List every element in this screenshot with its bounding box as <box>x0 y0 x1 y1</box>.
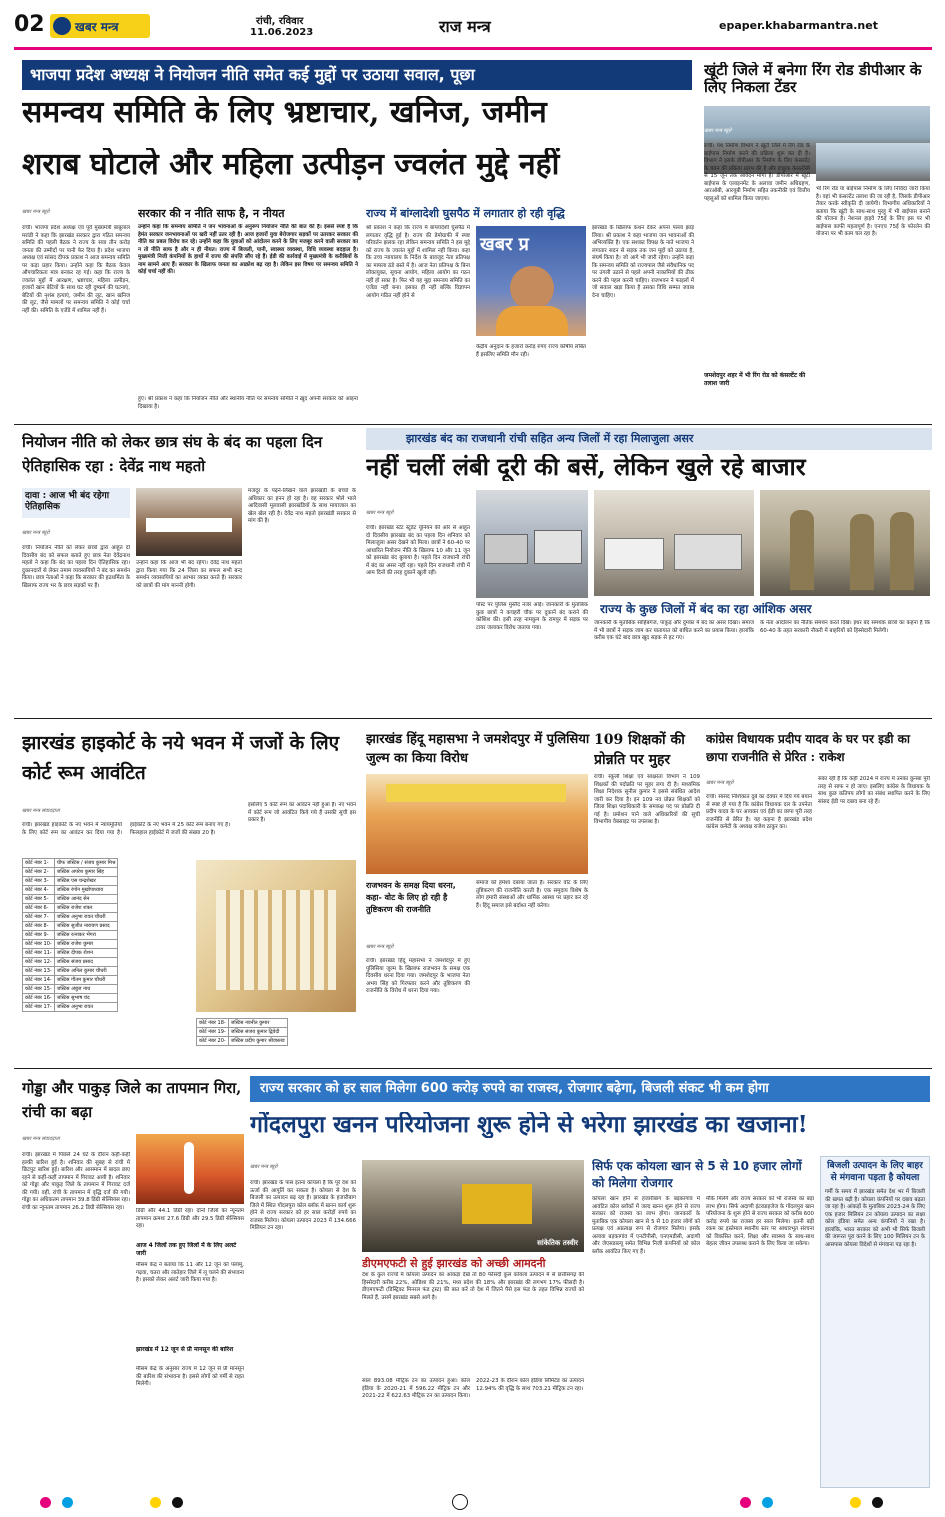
top-story-subhead: सरकार की न नीति साफ है, न नीयत <box>138 207 285 220</box>
court-room-row <box>23 922 118 931</box>
hindu-mahasabha-col2: समाज को हमेशा दबाया जाता है। सरकार वोट के लिए तुष्टिकरण की राजनीति करती है। एक समुदाय विशेष के लोग हमारी संस्थाओं और धार्मिक आस्था पर प्रहार कर रहे हैं। हिंदू समाज इसे बर्दाश्त नहीं करेगा। <box>476 880 588 909</box>
court-room-row <box>197 1019 288 1028</box>
hindu-mahasabha-headline: झारखंड हिंदू महासभा ने जमशेदपुर में पुलिसिया जुल्म का किया विरोध <box>366 732 590 766</box>
court-room-table-2 <box>196 1018 288 1046</box>
divider-1 <box>14 424 932 425</box>
court-room-judge: चीफ जस्टिस / संजय कुमार मिश्र <box>54 859 118 868</box>
weather-sub1: आज 4 जिलों तक हुए जिलों में के लिए अलर्ट जारी <box>136 1242 237 1257</box>
power-box <box>820 1156 930 1488</box>
registration-dot <box>740 1497 751 1508</box>
brand-logo-icon <box>53 17 71 35</box>
court-room-judge: जस्टिस राजेश शंकर <box>54 904 118 913</box>
court-room-row <box>197 1028 288 1037</box>
court-room-table <box>22 858 118 1012</box>
student-union-callout <box>22 488 130 518</box>
student-union-headline: नियोजन नीति को लेकर छात्र संघ के बंद का पहला दिन ऐतिहासिक रहा : देवेंद्र नाथ महतो <box>22 433 323 475</box>
court-room-number: कोर्ट नंबर 9- <box>23 931 55 940</box>
section-name: राज मन्त्र <box>439 17 491 36</box>
bandh-col4: के नेता आंदोलन का नैतिक समर्थन करते दिखे। इधर बंद समर्थक छात्रों का कहना है कि 60-40 के तहत सरकारी नौकरी में बाहरियों को हिस्सेदारी मिलेगी। <box>760 620 930 634</box>
court-room-judge: जस्टिस रत्नाकर भेंगरा <box>54 931 118 940</box>
pradeep-yadav-headline: कांग्रेस विधायक प्रदीप यादव के घर पर इडी का छापा राजनीति से प्रेरित : राकेश <box>706 732 910 764</box>
coal-headline: गोंदलपुरा खनन परियोजना शुरू होने से भरेगा झारखंड का खजाना! <box>250 1112 808 1138</box>
court-room-judge: जस्टिस राजेश कुमार <box>54 940 118 949</box>
callout-text: दावा : आज भी बंद रहेगा ऐतिहासिक <box>25 491 110 512</box>
court-room-number: कोर्ट नंबर 14- <box>23 976 55 985</box>
court-room-row <box>23 931 118 940</box>
court-room-judge: जस्टिस गौतम कुमार चौधरी <box>54 976 118 985</box>
court-room-number: कोर्ट नंबर 7- <box>23 913 55 922</box>
court-room-number: कोर्ट नंबर 17- <box>23 1003 55 1012</box>
top-story-col3: हुए। श्री प्रकाश ने कहा कि नियोजन नीति और स्थानीय नीति पर समन्वय समिति ने ख़ुद अपनी सरकार को आइना दिखाया है। <box>138 396 358 410</box>
court-room-judge: जस्टिस अपरेश कुमार सिंह <box>54 868 118 877</box>
court-room-number: कोर्ट नंबर 12- <box>23 958 55 967</box>
bandh-byline: खबर मन्त्र ब्यूरो <box>366 510 394 516</box>
court-room-judge: जस्टिस आनंद सेन <box>54 895 118 904</box>
student-union-byline: खबर मन्त्र ब्यूरो <box>22 530 50 536</box>
court-room-judge: जस्टिस अनिल कुमार चौधरी <box>54 967 118 976</box>
court-room-row <box>23 877 118 886</box>
court-room-row <box>23 886 118 895</box>
court-room-row <box>23 967 118 976</box>
teachers-text: रांची। स्कूली शिक्षा एवं साक्षरता विभाग ने 109 शिक्षकों की पदोन्नति पर मुहर लगा दी है। माध्यमिक शिक्षा निदेशक सुनील कुमार ने इससे संबंधित आदेश जारी कर दिया है। इन 109 नव प्रोन्नत शिक्षकों को जिला शिक्षा पदाधिकारी के समकक्ष पद पर प्रोन्नति दी गई है। प्रमोशन पाने वाले अधिकारियों की सूची विभागीय वेबसाइट पर उपलब्ध है। <box>594 774 700 825</box>
police-figure <box>850 514 874 590</box>
police-figure <box>890 512 914 590</box>
city-day: रांची, रविवार <box>256 16 304 27</box>
person-silhouette <box>510 266 554 310</box>
court-room-number: कोर्ट नंबर 20- <box>197 1037 229 1046</box>
court-room-row <box>23 904 118 913</box>
masthead <box>14 10 932 46</box>
ring-road-byline: खबर मन्त्र ब्यूरो <box>704 128 732 134</box>
power-text: गर्मी के समय में झारखंड समेत देश भर में बिजली की खपत बढ़ी है। कोयला कंपनियों पर दबाव बढ़ता जा रहा है। आंकड़ों के मुताबिक 2023-24 के लिए एक हजार मिलियन टन कोयला उत्पादन का लक्ष्य कोल इंडिया समेत अन्य कंपनियों ने रखा है। हालांकि, भारत सरकार को अभी भी सिर्फ बिजली की जरूरत पूरा करने के लिए 100 मिलियन टन के आसपास कोयला विदेशों से मंगवाना पड़ रहा है। <box>825 1189 925 1248</box>
ring-road-subhead: जमशेदपुर शहर में भी रिंग रोड को कंसल्टेंट की तलाश जारी <box>704 372 806 387</box>
court-room-number: कोर्ट नंबर 11- <box>23 949 55 958</box>
high-court-text: रांची। झारखंड हाइकोर्ट के नए भवन में न्यायमूर्तियों के लिए कोर्ट रूम का आवंटन कर दिया गया है। हाईकोर्ट के नए भवन में 25 कोर्ट रूम बनाए गए हैं। फिलहाल हाईकोर्ट में जजों की संख्या 20 है। <box>22 822 230 836</box>
pradeep-yadav-col2: सका रही है कि कहीं 2024 में राज्य में उनका कुनबा पूरी तरह से साफ न हो जाए। इसलिए कांग्रेस के विधायक के साथ कुछ कतिपय लोगों का संबंध स्थापित करने के लिए सांसद ईडी पर दबाव बना रहे हैं। <box>818 776 930 805</box>
high-court-col3: इसलिए 5 कोर्ट रूम का आवंटन नहीं हुआ है। नए भवन में कोर्ट रूम जो आवंटित किये गये हैं उसकी सूची इस प्रकार है। <box>248 802 356 823</box>
court-room-row <box>197 1037 288 1046</box>
hindu-mahasabha-photo <box>366 774 588 874</box>
bus-shape <box>484 534 528 564</box>
bangladesh-photo <box>476 226 586 336</box>
pradeep-yadav-col1: रांची। सांसद निशिकांत दुबे का देवघर में दिये गये बयान से स्पष्ट हो गया है कि कांग्रेस विधायक दल के उपनेता प्रदीप यादव के घर आयकर एवं ईडी का छापा पूरी तरह राजनीति से प्रेरित है। यह कहना है झारखंड प्रदेश कांग्रेस कमेटी के अध्यक्ष राजेश ठाकुर का। <box>706 794 812 830</box>
website[interactable]: epaper.khabarmantra.net <box>719 19 878 32</box>
registration-dot <box>62 1497 73 1508</box>
bandh-headline: नहीं चलीं लंबी दूरी की बसें, लेकिन खुले रहे बाजार <box>366 454 806 481</box>
court-room-row <box>23 859 118 868</box>
court-room-number: कोर्ट नंबर 1- <box>23 859 55 868</box>
court-room-number: कोर्ट नंबर 2- <box>23 868 55 877</box>
court-room-number: कोर्ट नंबर 8- <box>23 922 55 931</box>
bandh-kicker: झारखंड बंद का राजधानी रांची सहित अन्य जिलों में रहा मिलाजुला असर <box>366 428 932 450</box>
registration-dot <box>172 1497 183 1508</box>
court-room-number: कोर्ट नंबर 10- <box>23 940 55 949</box>
thermometer-icon <box>184 1142 194 1194</box>
weather-col2c: मौसम केंद्र के अनुसार राज्य में 12 जून से प्री मानसून की बारिश की संभावना है। इससे लोगों को गर्मी से राहत मिलेगी। <box>136 1366 244 1387</box>
issue-date: 11.06.2023 <box>250 27 314 38</box>
court-room-judge: जस्टिस रंगोन मुखोपाध्याय <box>54 886 118 895</box>
student-union-col3: मजदूर के पढ़ने-लिखने वाले झारखंडी के बच्चों के अधिकार का हनन हो रहा है। वह सरकार भोले भाले आदिवासी मूलवासी झारखंडियों के साथ मायाजाल का खेल खेल रही है। देवेंद्र नाथ महतो झारखंडी सरकार से मांग की है। <box>248 488 356 524</box>
bangladesh-col1: श्री प्रकाश ने कहा कि राज्य में बांग्लादेशी घुसपैठ में लगातार वृद्धि हुई है। राज्य की डेमोग्राफी में स्पष्ट परिवर्तन झलक रहा लेकिन समन्वय समिति ने इस मुद्दे को राज्य के ज्वलंत मुद्दों में शामिल नहीं किया। कहा कि उच्च न्यायालय के निर्देश के बावजूद नेता प्रतिपक्ष का मामला ठंडे बस्ते में है। आज नेता प्रतिपक्ष के बिना लोकायुक्त, सूचना आयोग, महिला आयोग का गठन नहीं हो सका है। फिर भी यह मुद्दा समन्वय समिति का एजेंडा नहीं बना। इसका ही नहीं बल्कि विज्ञापन आयोग गठित नहीं होने से <box>366 225 470 299</box>
top-story-byline: खबर मन्त्र ब्यूरो <box>22 209 50 215</box>
masthead-rule <box>14 47 932 50</box>
ring-road-photo-2 <box>816 143 930 181</box>
court-room-list-right <box>196 1018 356 1046</box>
top-story-col2: उन्होंने कहा कि समन्वय समिति ने जन भावनाओं के अनुरूप नियोजन नीति की बात की है। इससे स्पष्ट है कि हेमंत सरकार जनभावनाओं पर खरी नहीं उतर रही है। आज हजारों युवा बेरोजगार सड़कों पर उतरकर सरकार की नीति का प्रबल विरोध कर रहे। उन्होंने कहा कि युवाओं को आंदोलन करने के लिए मजबूर करने वाली सरकार का न तो नीति साफ है और न ही नीयत। राज्य में बिजली, पानी, स्वास्थ्य व्यवस्था, विधि व्यवस्था बदहाल है। मुख्यमंत्री निजी कंपनियों के हाथों में राज्य की संपत्ति सौंप रहे हैं। ईडी की कार्रवाई में मुख्यमंत्री के करीबियों के नाम सामने आए हैं। सरकार के खिलाफ जनता का आक्रोश बढ़ रहा है। लेकिन इस विषय पर समन्वय समिति ने कोई चर्चा नहीं की। <box>138 224 358 275</box>
court-room-number: कोर्ट नंबर 6- <box>23 904 55 913</box>
brand-name: खबर मन्त्र <box>75 20 119 34</box>
weather-col2: डिग्री और 44.1 डिग्री रहा। दोनों जिलों का न्यूनतम तापमान क्रमशः 27.6 डिग्री और 29.5 डिग्री सेल्सियस रहा। <box>136 1208 244 1229</box>
student-union-col1: रांची। नियोजन नीति को लेकर छात्रों द्वारा आहूत दो दिवसीय बंद को सफल बताते हुए छात्र नेता देवेंद्रनाथ महतो ने कहा कि बंद का पहला दिन ऐतिहासिक रहा। दुकानदारों से लेकर तमाम व्यवसायियों ने बंद का समर्थन किया। छात्र नेताओं ने कहा कि सरकार की हठधर्मिता के खिलाफ राज्य भर के छात्र सड़कों पर हैं। <box>22 545 130 589</box>
hindu-mahasabha-subhead: राजभवन के समक्ष दिया धरना, कहा- वोट के लिए हो रही है तुष्टिकरण की राजनीति <box>366 881 456 914</box>
hindu-mahasabha-col1: रांची। झारखंड हिंदू महासभा ने जमशेदपुर में हुए पुलिसिया जुल्म के खिलाफ राजभवन के समक्ष एक दिवसीय धरना दिया गया। जमशेदपुर के भाजपा नेता अभय सिंह को गिरफ्तार करने और तुष्टिकरण की राजनीति के विरोध में धरना दिया गया। <box>366 958 470 994</box>
court-room-row <box>23 940 118 949</box>
court-room-row <box>23 1003 118 1012</box>
court-room-list-left <box>22 858 192 1012</box>
jobs-head: सिर्फ एक कोयला खान से 5 से 10 हजार लोगों को मिलेगा रोजगार <box>592 1159 802 1190</box>
dmft-text-2: साल 893.08 मीट्रिक टन का उत्पादन हुआ। कोल इंडिया के 2020-21 में 596.22 मीट्रिक टन और 2021-22 में 622.63 मीट्रिक टन का उत्पादन किया। 2022-23 के दौरान कोल इंडिया लिमिटेड का उत्पादन 12.94% की वृद्धि के साथ 703.21 मीट्रिक टन रहा। <box>362 1378 584 1399</box>
bus-shape <box>604 538 664 570</box>
court-room-number: कोर्ट नंबर 3- <box>23 877 55 886</box>
bangladesh-headline: राज्य में बांग्लादेशी घुसपैठ में लगातार हो रही वृद्धि <box>366 207 565 220</box>
court-room-judge: जस्टिस अनुभा रावत चौधरी <box>54 913 118 922</box>
court-room-row <box>23 994 118 1003</box>
registration-dot <box>150 1497 161 1508</box>
ring-road-col1: रांची। पथ निर्माण विभाग ने खूंटी जिले में रिंग रोड के बाईपास निर्माण करने की प्रक्रिया शुरू कर दी है। विभाग ने इसके डीपीआर के निर्माण के लिए कंसल्टेंट के चयन की प्रक्रिया प्रारंभ की है और इच्छुक कंसल्टेंसी से 15 जून तक आवेदन मांगा है। डीपीआर में खूंटी बाईपास के एलाइनमेंट के अलावा जमीन अधिग्रहण, आरओबी, आरयूबी निर्माण सहित तकनीकी एवं वित्तीय पहलुओं को शामिल किया जाएगा। <box>704 143 810 202</box>
court-room-row <box>23 958 118 967</box>
coal-col1: रांची। झारखंड के पास इतना कोयला है कि पूरे देश को ऊर्जा की आपूर्ति कर सकता है। कोयला से देश के बिजली का उत्पादन बढ़ रहा है। झारखंड के हजारीबाग जिले में स्थित गोंदलपुरा कोल ब्लॉक में खनन कार्य शुरू होने से राज्य सरकार को हर साल करोड़ों रुपये का राजस्व मिलेगा। कोयला उत्पादन 2023 में 134.666 मिलियन टन रहा। <box>250 1180 356 1231</box>
court-room-judge: जस्टिस एस चन्द्रशेखर <box>54 877 118 886</box>
ring-road-col2: भी रिंग रोड या बाईपास निर्माण के लिए निविदा जारी किया है। वहां भी कंसल्टेंट तलाश की जा रही है, जिसके डीपीआर तैयार करके स्वीकृति दी जायेगी। विभागीय अधिकारियों ने बताया कि खूंटी के साथ-साथ मुरहू में भी बाईपास बनाने की योजना है। नेशनल हाइवे 75ई के लिए इस पर भी बाईपास काफी महत्वपूर्ण है। एनएच 75ई के फोरलेन की योजना पर भी काम चल रहा है। <box>816 186 930 237</box>
pradeep-yadav-byline: खबर मन्त्र ब्यूरो <box>706 780 734 786</box>
court-room-judge: जस्टिस नवनीत कुमार <box>228 1019 287 1028</box>
bandh-photo-police <box>760 490 930 596</box>
court-room-number: कोर्ट नंबर 5- <box>23 895 55 904</box>
court-room-number: कोर्ट नंबर 18- <box>197 1019 229 1028</box>
court-room-judge: जस्टिस संजय प्रसाद <box>54 958 118 967</box>
weather-col1: रांची। झारखंड में पिछले 24 घंटे के दौरान कहीं-कहीं हल्की बारिश हुई है। शनिवार की सुबह से रांची में छिटपुट बारिश हुई। बारिश और आसमान में बादल छाए रहने से कहीं-कहीं तापमान में गिरावट आयी है। शनिवार को गोड्डा और पाकुड़ जिले के तापमान में गिरावट दर्ज की गयी। वहीं, रांची के तापमान में वृद्धि दर्ज की गयी। गोड्डा का अधिकतम तापमान 39.8 डिग्री सेल्सियस रहा। रांची का न्यूनतम तापमान 26.2 डिग्री सेल्सियस रहा। <box>22 1152 130 1211</box>
person-shirt <box>496 306 568 336</box>
bus-shape <box>534 530 582 564</box>
registration-dot <box>872 1497 883 1508</box>
court-room-judge: जस्टिस अनुभा रावत <box>54 1003 118 1012</box>
court-room-row <box>23 976 118 985</box>
court-room-judge: जस्टिस अंबुज नाथ <box>54 985 118 994</box>
bangladesh-caption: केंद्रीय अनुदान के हजारों करोड़ रुपए राज्य कोषीय लंबित हैं इसलिए समिति मौन रही। <box>476 344 586 358</box>
high-court-headline: झारखंड हाइकोर्ट के नये भवन में जजों के लिए कोर्ट रूम आवंटित <box>22 732 340 784</box>
court-room-number: कोर्ट नंबर 13- <box>23 967 55 976</box>
registration-dot <box>40 1497 51 1508</box>
court-room-row <box>23 868 118 877</box>
court-room-number: कोर्ट नंबर 15- <box>23 985 55 994</box>
protest-banner <box>146 518 232 532</box>
bandh-col3: जानकारी के मुताबिक साहिबगंज, पाकुड़ और दुमका में बंद का असर दिखा। समाज में भी छात्रों ने सड़क जाम कर यातायात को बाधित करने का प्रयास किया। हालांकि करीब एक घंटे बाद छात्र खुद सड़क से हट गए। <box>594 620 754 641</box>
weather-byline: खबर मन्त्र संवाददाता <box>22 1136 60 1142</box>
coal-byline: खबर मन्त्र ब्यूरो <box>250 1164 278 1170</box>
excavator-shape <box>462 1184 532 1224</box>
court-room-judge: जस्टिस दीपक रोशन <box>54 949 118 958</box>
hindu-mahasabha-byline: खबर मन्त्र ब्यूरो <box>366 944 394 950</box>
weather-headline: गोड्डा और पाकुड़ जिले का तापमान गिरा, रांची का बढ़ा <box>22 1079 242 1121</box>
high-court-byline: खबर मन्त्र संवाददाता <box>22 808 60 814</box>
photo-logo-text: खबर प्र <box>480 234 529 255</box>
court-room-row <box>23 895 118 904</box>
brand-logo <box>50 14 150 38</box>
court-room-number: कोर्ट नंबर 19- <box>197 1028 229 1037</box>
court-room-judge: जस्टिस सुभाष चंद <box>54 994 118 1003</box>
police-figure <box>790 510 814 590</box>
bandh-photo-street <box>594 490 754 596</box>
ring-road-headline: खूंटी जिले में बनेगा रिंग रोड डीपीआर के लिए निकला टेंडर <box>704 62 922 96</box>
bandh-col1: रांची। झारखंड स्टेट स्टूडेंट यूनियन की ओर से आहूत दो दिवसीय झारखंड बंद का पहला दिन शनिवार को मिलाजुला असर देखने को मिला। छात्रों ने 60-40 पर आधारित नियोजन नीति के खिलाफ 10 और 11 जून को झारखंड बंद बुलाया है। पहले दिन राजधानी रांची में बंद का असर नहीं रहा। पहले दिन राजधानी रांची में आम दिनों की तरह दुकानें खुली रहीं। <box>366 525 470 576</box>
top-story-col1: रांची। भाजपा प्रदेश अध्यक्ष एवं पूर्व मुख्यमंत्री बाबूलाल मरांडी ने कहा कि झारखंड सरकार द्वारा गठित समन्वय समिति की पहली बैठक ने राज्य के सवा तीन करोड़ जनता की उम्मीदों पर पानी फेर दिया है। प्रदेश भाजपा अध्यक्ष एवं सांसद दीपक प्रकाश ने आज समन्वय समिति पर कड़ा प्रहार किया। उन्होंने कहा कि बैठक केवल औपचारिकता मात्र बनकर रह गई। कहा कि राज्य के ज्वलंत मुद्दों में आरक्षण, भ्रष्टाचार, महिला उत्पीड़न, हजारों खान बेटियों के साथ घट रही दुष्कर्म की घटनाएं, बेटियों की नृशंस हत्याएं, जमीन की लूट, खान खनिज की लूट, जैसे मामलों पर समन्वय समिति ने कोई चर्चा नहीं की। समिति के एजेंडे में शामिल नहीं हैं। <box>22 225 130 314</box>
court-room-row <box>23 949 118 958</box>
high-court-photo <box>196 860 356 1012</box>
weather-col2b: मौसम केंद्र ने बताया कि 11 और 12 जून को पलामू, गढ़वा, चतरा और लातेहार जिले में लू चलने की संभावना है। इसको लेकर अलर्ट जारी किया गया है। <box>136 1262 244 1283</box>
building-facade <box>216 890 336 990</box>
crosshair-icon <box>452 1494 468 1510</box>
registration-dot <box>762 1497 773 1508</box>
top-story-headline-1: समन्वय समिति के लिए भ्रष्टाचार, खनिज, जमीन <box>22 96 547 130</box>
weather-sub2: झारखंड में 12 जून से प्री मानसून की बारिश <box>136 1346 234 1353</box>
court-room-number: कोर्ट नंबर 4- <box>23 886 55 895</box>
bandh-district-head: राज्य के कुछ जिलों में बंद का रहा आंशिक असर <box>600 602 812 616</box>
top-story-kicker: भाजपा प्रदेश अध्यक्ष ने नियोजन नीति समेत कई मुद्दों पर उठाया सवाल, पूछा <box>22 60 692 90</box>
court-room-row <box>23 985 118 994</box>
court-room-judge: जस्टिस सुजीत नारायण प्रसाद <box>54 922 118 931</box>
bandh-col2: पोस्ट पर पुलिस मुस्तैद नजर आई। जानकारी के मुताबिक कुछ छात्रों ने कचहरी चौक पर दुकानें बंद कराने की कोशिश की। इसी तरह नामकुम के रामपुर में सड़क पर टायर जलाकर विरोध जताया गया। <box>476 602 588 631</box>
divider-2 <box>14 718 932 719</box>
student-union-col2: उन्होंने कहा कि आज भी बंद रहेगा। देवेंद्र नाथ महतो द्वारा किया गया कि 24 जिला का सफल सभी बन्द समर्थन व्यवसायियों का आभार व्यक्त करते हैं। सरकार को छात्रों की मांग माननी होगी। <box>136 560 242 589</box>
bangladesh-col2: झारखंड के खिलाफ कथन देकर अपना पल्ला झाड़ लिया। श्री प्रकाश ने कहा भाजपा जन भावनाओं की अभिव्यक्ति है। एक सशक्त विपक्ष के नाते भाजपा ने लगातार सदन से सड़क तक जन मुद्दों को उठाया है, संघर्ष किया है। जो आगे भी जारी रहेगा। उन्होंने कहा कि समन्वय समिति को राज्यपाल जैसे संवैधानिक पद पर उंगली उठाने से पहले अपनी नाकामियों की ठीक करने की पहल करनी चाहिए। राजभवन ने फाइलों में जो सवाल खड़ा किया है उसका विधि सम्मत जवाब देना चाहिए। <box>592 225 694 299</box>
banner-shape <box>386 784 566 802</box>
coal-photo <box>362 1160 584 1252</box>
bus-shape <box>674 534 742 570</box>
registration-dot <box>850 1497 861 1508</box>
weather-photo <box>136 1134 244 1204</box>
teachers-headline: 109 शिक्षकों की प्रोन्नति पर मुहर <box>594 732 685 768</box>
coal-banner: राज्य सरकार को हर साल मिलेगा 600 करोड़ रुपये का राजस्व, रोजगार बढ़ेगा, बिजली संकट भी कम होगा <box>250 1076 930 1102</box>
court-room-judge: जस्टिस प्रदीप कुमार श्रीवास्तव <box>228 1037 287 1046</box>
jobs-text-2: मौके मिलेंगे और राज्य सरकार को भी राजस्व का बड़ा लाभ होगा। सिर्फ अदाणी इंटरप्राइजेज के गोंदलपुरा खान परियोजना के शुरू होने से राज्य सरकार को करीब 600 करोड़ रुपये का राजस्व हर साल मिलेगा। इतनी बड़ी रकम का इस्तेमाल स्थानीय स्तर पर आधारभूत संरचना को विकसित करने, शिक्षा और स्वास्थ्य के साथ-साथ बेहतर जीवन उपलब्ध कराने के लिए किया जा सकेगा। <box>706 1196 814 1247</box>
photo-caption: सांकेतिक तस्वीर <box>537 1239 578 1247</box>
court-room-row <box>23 913 118 922</box>
dmft-text: देश के कुल राज्यों में कोयला उत्पादन का आंकड़ा देखें तो 80 फीसदी कुल कोयला उत्पादन में से छत्तीसगढ़ की हिस्सेदारी करीब 22%, ओडिशा की 21%, मध्य प्रदेश की 18% और झारखंड की लगभग 17% फीसदी है। डीएमएफटी (डिस्ट्रिक्ट मिनरल फंड ट्रस्ट) की बात करें तो देश में जितने पैसे इस फंड के तहत विभिन्न राज्यों को मिलते हैं, उसमें झारखंड सबसे आगे है। <box>362 1272 584 1301</box>
divider-3 <box>14 1068 932 1069</box>
dmft-head: डीएमएफटी से हुई झारखंड को अच्छी आमदनी <box>362 1257 546 1270</box>
bandh-photo-buses <box>476 490 588 598</box>
jobs-text: कोयला खान होने से हजारीबाग के बड़कागांव में आवंटित कोल ब्लॉकों में जल्द खनन शुरू होने से राज्य सरकार को राजस्व का लाभ होगा। जानकारों के मुताबिक एक कोयला खान से 5 से 10 हजार लोगों को प्रत्यक्ष एवं अप्रत्यक्ष रूप से रोजगार मिलेगा। इसके अलावा बड़कागांव में एनटीपीसी, एनएमडीसी, अदाणी और जेएसडब्ल्यू समेत विभिन्न निजी कंपनियों को कोल ब्लॉक आवंटित किए गए हैं। <box>592 1196 700 1255</box>
page-number: 02 <box>14 12 45 37</box>
power-head: बिजली उत्पादन के लिए बाहर से मंगवाना पड़ता है कोयला <box>827 1161 923 1183</box>
top-story-headline-2: शराब घोटाले और महिला उत्पीड़न ज्वलंत मुद्दे नहीं <box>22 148 560 182</box>
court-room-judge: जस्टिस संजय कुमार द्विवेदी <box>228 1028 287 1037</box>
court-room-number: कोर्ट नंबर 16- <box>23 994 55 1003</box>
student-union-photo <box>136 488 242 556</box>
